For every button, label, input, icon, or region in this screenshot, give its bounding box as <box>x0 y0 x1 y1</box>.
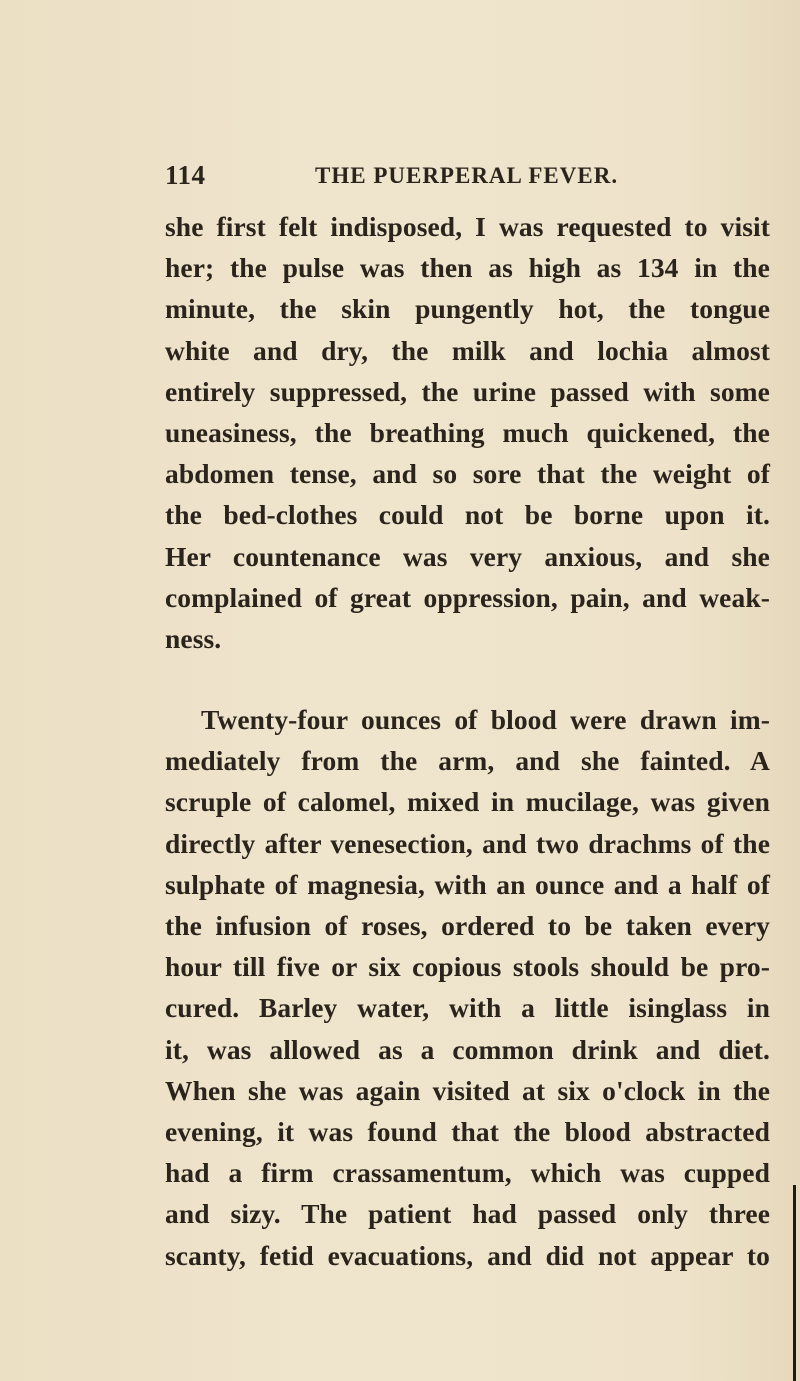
text-line: white and dry, the milk and lochia almost <box>165 334 770 366</box>
text-line: abdomen tense, and so sore that the weight of <box>165 458 770 490</box>
paragraph <box>165 699 770 1276</box>
page-edge-shadow <box>793 1185 796 1381</box>
paragraph-gap <box>165 659 770 699</box>
text-line: had a firm crassamentum, which was cupped <box>165 1157 770 1189</box>
text-line: directly after venesection, and two drachms of the <box>165 827 770 859</box>
text-line: entirely suppressed, the urine passed with some <box>165 375 770 407</box>
text-line: Twenty-four ounces of blood were drawn im- <box>201 704 770 736</box>
page-number: 114 <box>165 160 206 190</box>
page-header <box>165 160 620 196</box>
text-line: complained of great oppression, pain, and weak- <box>165 581 770 613</box>
text-line: minute, the skin pungently hot, the tongue <box>165 293 770 325</box>
body-text <box>165 206 770 1276</box>
paragraph <box>165 206 770 659</box>
text-line: scanty, fetid evacuations, and did not appear to <box>165 1239 770 1271</box>
text-line: she first felt indisposed, I was requested to visit <box>165 211 770 242</box>
text-line: uneasiness, the breathing much quickened, the <box>165 416 770 448</box>
text-line: When she was again visited at six o'clock in the <box>165 1074 770 1106</box>
text-line: the bed-clothes could not be borne upon it. <box>165 499 770 531</box>
text-line: mediately from the arm, and she fainted. A <box>165 745 770 777</box>
text-line: cured. Barley water, with a little isinglass in <box>165 992 770 1024</box>
text-line: hour till five or six copious stools should be pro- <box>165 951 770 983</box>
text-line: evening, it was found that the blood abstracted <box>165 1115 770 1147</box>
running-head: THE PUERPERAL FEVER. <box>315 163 619 188</box>
text-line: ness. <box>165 622 222 654</box>
text-line: and sizy. The patient had passed only three <box>165 1198 770 1230</box>
text-line: it, was allowed as a common drink and diet. <box>165 1033 770 1065</box>
text-line: the infusion of roses, ordered to be taken every <box>165 910 770 941</box>
text-line: sulphate of magnesia, with an ounce and a half of <box>165 868 770 900</box>
text-line: her; the pulse was then as high as 134 in the <box>165 252 770 284</box>
text-line: scruple of calomel, mixed in mucilage, was given <box>165 786 770 818</box>
text-line: Her countenance was very anxious, and she <box>165 540 770 572</box>
